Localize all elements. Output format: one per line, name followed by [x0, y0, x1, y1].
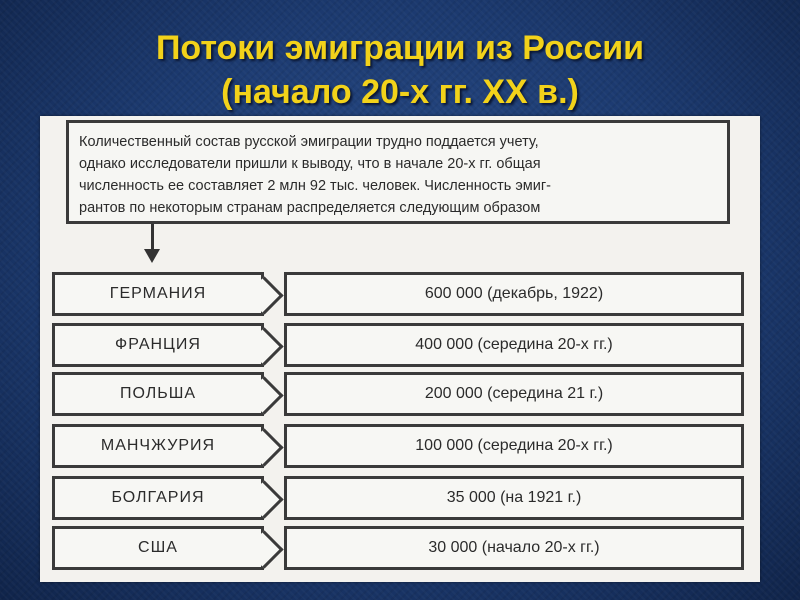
country-box-poland: ПОЛЬША: [52, 372, 264, 416]
country-box-manchuria: МАНЧЖУРИЯ: [52, 424, 264, 468]
scanned-table: [40, 116, 760, 582]
down-arrow-shaft: [151, 224, 154, 250]
value-box-france: 400 000 (середина 20-х гг.): [284, 323, 744, 367]
country-box-usa: США: [52, 526, 264, 570]
country-box-bulgaria: БОЛГАРИЯ: [52, 476, 264, 520]
value-box-usa: 30 000 (начало 20-х гг.): [284, 526, 744, 570]
value-box-manchuria: 100 000 (середина 20-х гг.): [284, 424, 744, 468]
down-arrow-icon: [144, 249, 160, 263]
value-box-poland: 200 000 (середина 21 г.): [284, 372, 744, 416]
country-box-france: ФРАНЦИЯ: [52, 323, 264, 367]
value-box-bulgaria: 35 000 (на 1921 г.): [284, 476, 744, 520]
slide-title-line-1: Потоки эмиграции из России: [155, 29, 645, 67]
slide-title-line-2: (начало 20-х гг. XX в.): [221, 73, 579, 111]
intro-line: численность ее составляет 2 млн 92 тыс. человек. Численность эмиг-: [79, 178, 551, 194]
country-box-germany: ГЕРМАНИЯ: [52, 272, 264, 316]
intro-text-box: [66, 120, 730, 224]
intro-line: рантов по некоторым странам распределяется следующим образом: [79, 200, 541, 216]
intro-line: Количественный состав русской эмиграции трудно поддается учету,: [79, 134, 539, 150]
intro-line: однако исследователи пришли к выводу, что в начале 20-х гг. общая: [79, 156, 541, 172]
value-box-germany: 600 000 (декабрь, 1922): [284, 272, 744, 316]
